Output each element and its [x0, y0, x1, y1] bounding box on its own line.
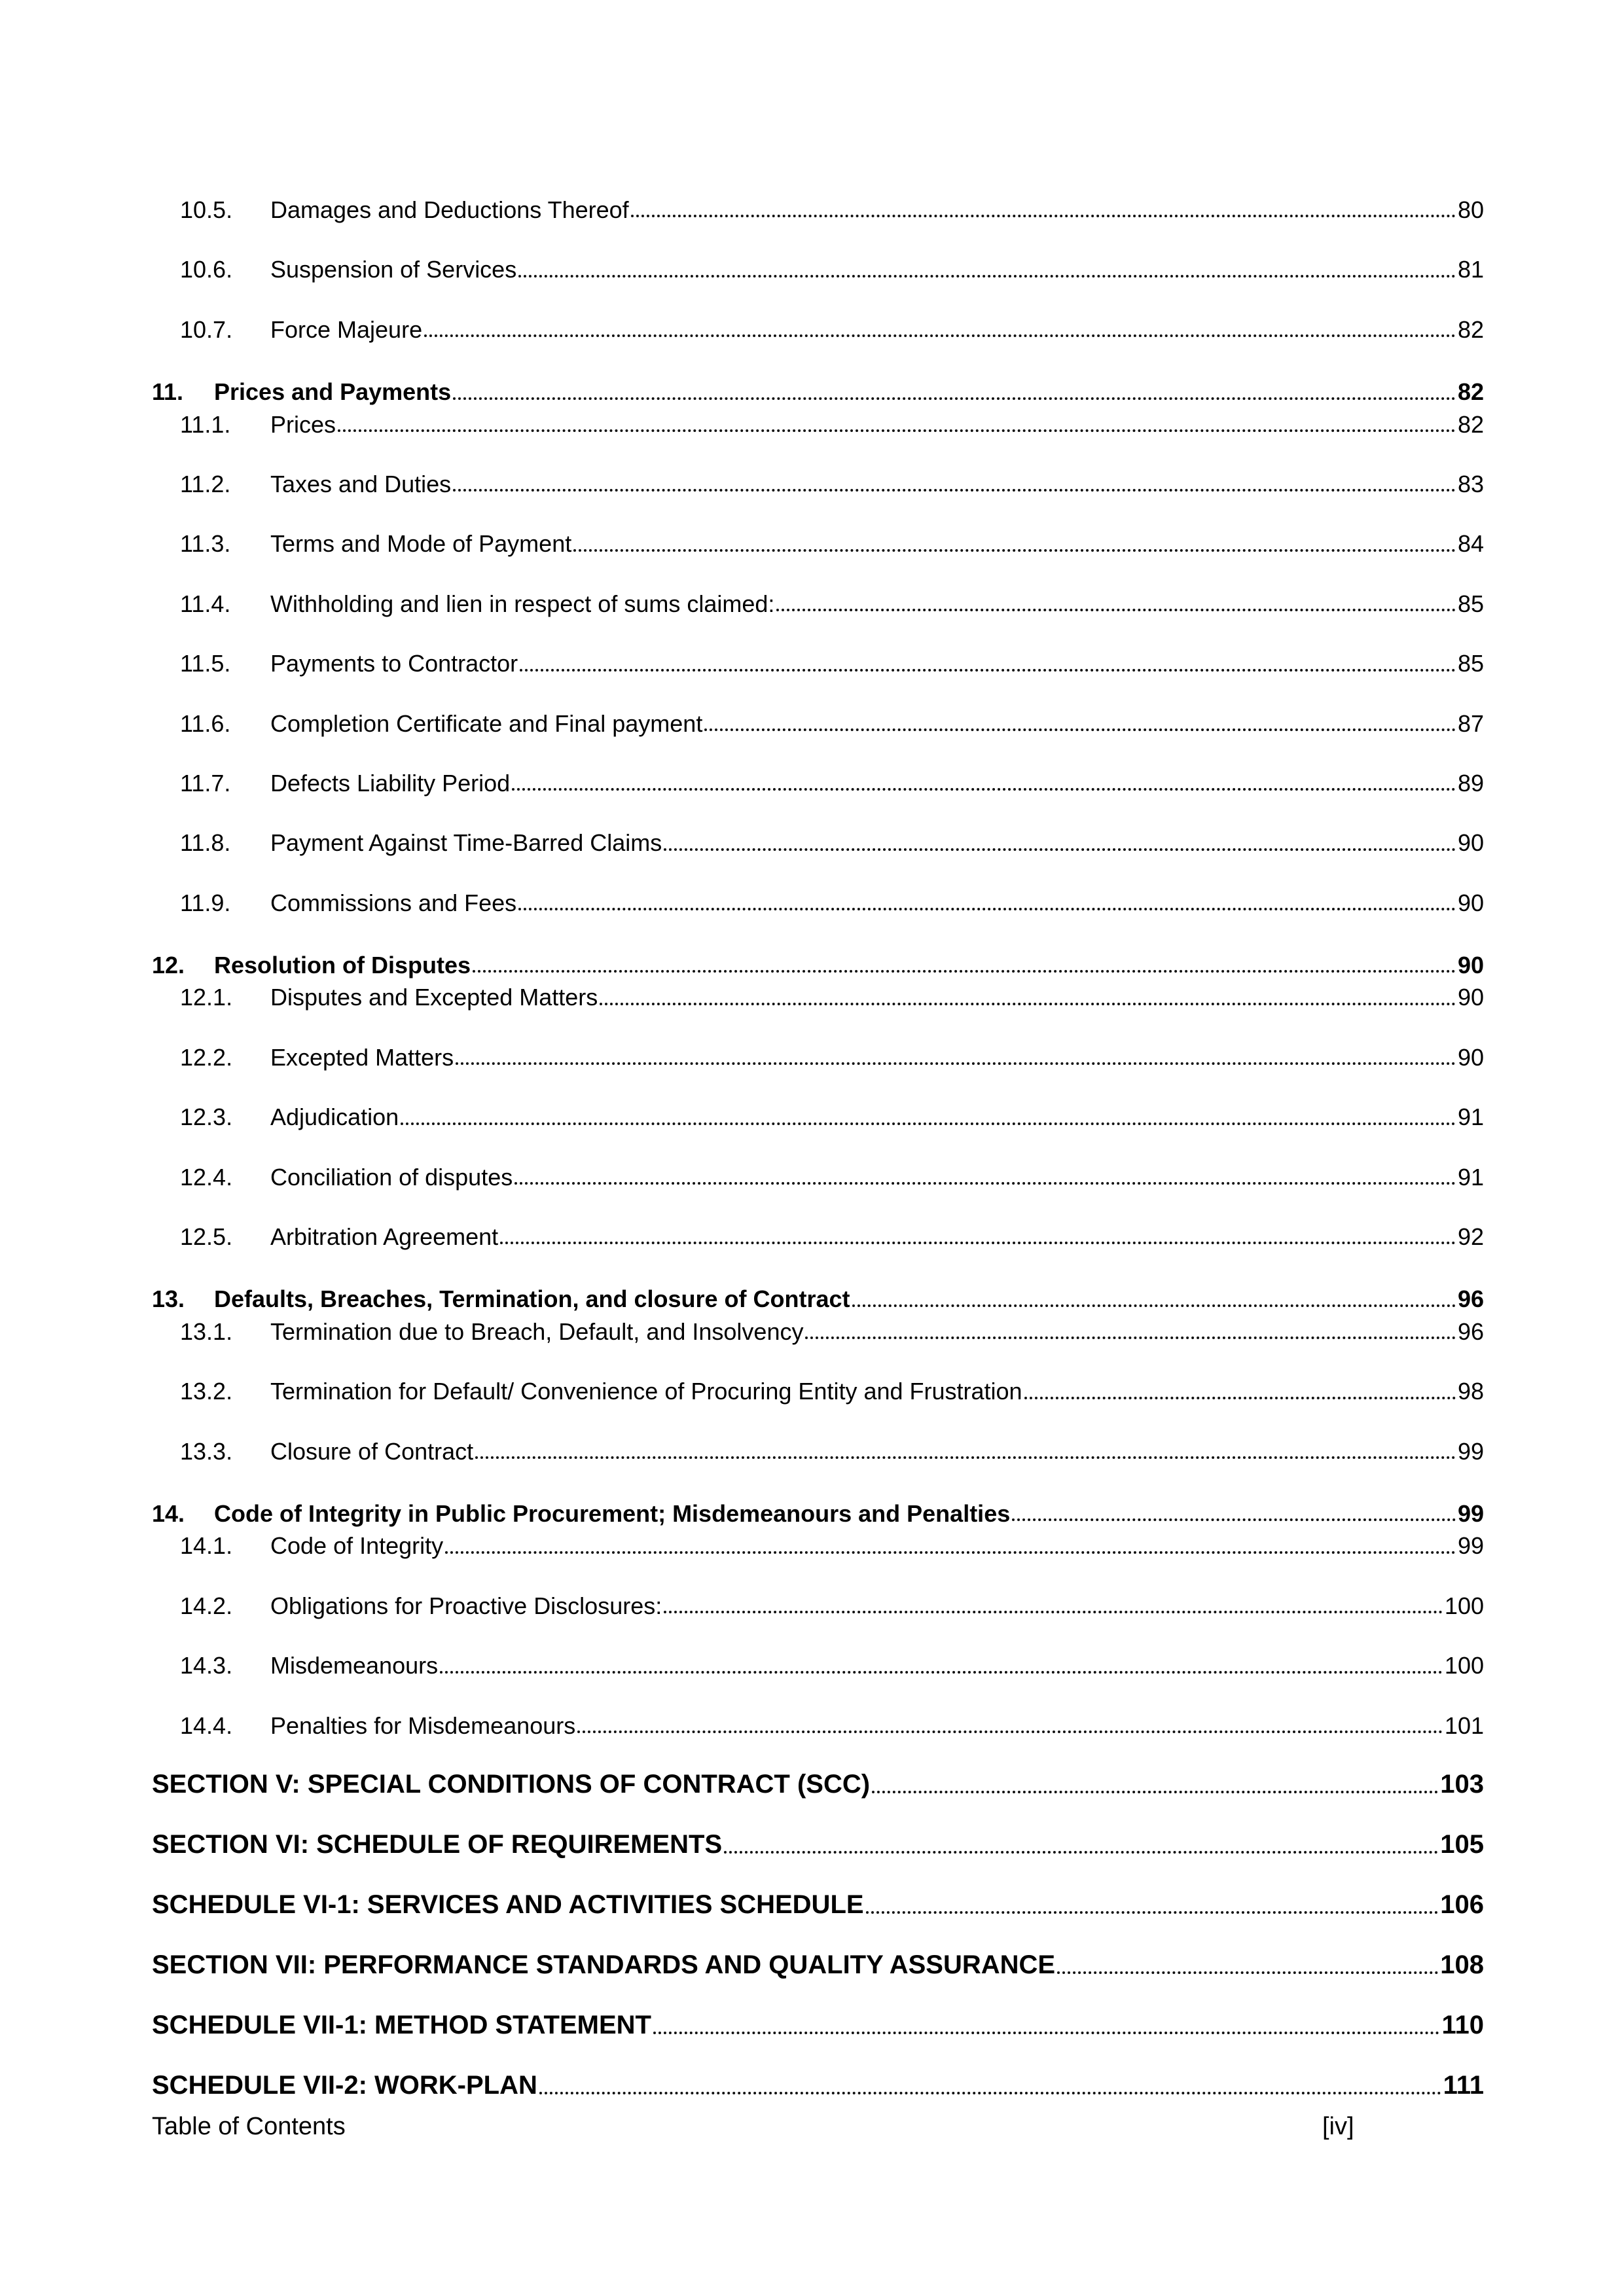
toc-entry-label: SCHEDULE VII-2: WORK-PLAN	[152, 2070, 537, 2100]
toc-entry-page: 96	[1457, 1285, 1484, 1313]
dot-leader	[514, 1182, 1456, 1185]
toc-entry-number: 11.7.	[180, 769, 231, 797]
toc-entry-page: 85	[1457, 590, 1484, 617]
toc-entry	[152, 1652, 1484, 1679]
dot-leader	[539, 2092, 1441, 2094]
toc-entry-page: 100	[1444, 1592, 1484, 1619]
toc-entry	[152, 316, 1484, 343]
toc-entry-number: 11.3.	[180, 530, 231, 558]
dot-leader	[664, 1611, 1443, 1613]
toc-entry-label: Adjudication	[270, 1103, 399, 1131]
toc-entry	[152, 1285, 1484, 1312]
toc-entry	[152, 378, 1484, 405]
toc-entry	[152, 770, 1484, 797]
toc-entry-page: 83	[1457, 470, 1484, 497]
toc-entry-number: 11.2.	[180, 470, 231, 497]
dot-leader	[805, 1336, 1455, 1339]
toc-entry	[152, 829, 1484, 856]
footer-title: Table of Contents	[152, 2113, 346, 2140]
toc-entry-page: 82	[1457, 378, 1484, 406]
toc-entry-label: Force Majeure	[270, 315, 423, 343]
toc-entry-label: Taxes and Duties	[270, 470, 452, 497]
toc-entry-number: 11.9.	[180, 889, 231, 916]
toc-entry-page: 100	[1444, 1652, 1484, 1679]
toc-entry	[152, 1769, 1484, 1799]
toc-entry-number: 11.8.	[180, 829, 231, 857]
toc-entry-page: 99	[1457, 1437, 1484, 1465]
dot-leader	[776, 609, 1456, 611]
dot-leader	[724, 1851, 1438, 1854]
toc-entry	[152, 650, 1484, 677]
toc-entry-number: 11.1.	[180, 410, 231, 438]
dot-leader	[852, 1304, 1456, 1307]
toc-entry	[152, 1378, 1484, 1405]
toc-entry	[152, 1438, 1484, 1465]
toc-entry	[152, 1500, 1484, 1527]
toc-entry-page: 90	[1457, 1043, 1484, 1071]
toc-entry-number: 14.	[152, 1499, 185, 1527]
toc-entry-number: 14.4.	[180, 1712, 233, 1739]
dot-leader	[338, 429, 1456, 432]
toc-entry-page: 81	[1457, 256, 1484, 283]
toc-entry-label: Payments to Contractor	[270, 650, 518, 677]
toc-entry	[152, 590, 1484, 617]
toc-entry-label: Defects Liability Period	[270, 769, 511, 797]
toc-entry-label: Termination for Default/ Convenience of Procuring Entity and Frustration	[270, 1378, 1022, 1405]
toc-entry	[152, 984, 1484, 1011]
toc-entry-label: SCHEDULE VI-1: SERVICES AND ACTIVITIES SCHEDULE	[152, 1890, 864, 1919]
toc-entry-label: Damages and Deductions Thereof	[270, 196, 629, 223]
toc-entry-page: 80	[1457, 196, 1484, 223]
dot-leader	[500, 1242, 1456, 1244]
toc-entry-label: Completion Certificate and Final payment	[270, 709, 703, 737]
toc-entry-page: 99	[1457, 1499, 1484, 1527]
toc-entry	[152, 1890, 1484, 1920]
dot-leader	[704, 728, 1456, 731]
toc-entry	[152, 411, 1484, 438]
dot-leader	[866, 1911, 1439, 1914]
toc-entry-page: 96	[1457, 1318, 1484, 1345]
dot-leader	[1024, 1397, 1456, 1399]
toc-entry-page: 82	[1457, 410, 1484, 438]
toc-entry-page: 101	[1444, 1712, 1484, 1739]
toc-entry-label: Code of Integrity in Public Procurement; Misdemeanours and Penalties	[214, 1499, 1011, 1527]
toc-entry	[152, 471, 1484, 497]
toc-entry-page: 110	[1441, 2010, 1484, 2039]
toc-entry	[152, 952, 1484, 978]
dot-leader	[453, 397, 1456, 400]
toc-entry-label: Disputes and Excepted Matters	[270, 984, 598, 1011]
dot-leader	[456, 1062, 1456, 1065]
toc-entry-label: Obligations for Proactive Disclosures:	[270, 1592, 662, 1619]
toc-entry-page: 82	[1457, 315, 1484, 343]
toc-entry	[152, 1223, 1484, 1250]
toc-entry	[152, 710, 1484, 737]
dot-leader	[518, 275, 1456, 278]
toc-entry	[152, 1829, 1484, 1859]
toc-entry-number: 13.2.	[180, 1378, 233, 1405]
toc-entry	[152, 1044, 1484, 1071]
toc-entry-number: 14.3.	[180, 1652, 233, 1679]
dot-leader	[664, 848, 1456, 851]
toc-entry-label: Penalties for Misdemeanours	[270, 1712, 576, 1739]
page-footer	[152, 2113, 1484, 2152]
toc-entry	[152, 1950, 1484, 1980]
toc-entry-label: Prices and Payments	[214, 378, 452, 406]
toc-entry-label: Commissions and Fees	[270, 889, 517, 916]
toc-entry-label: Conciliation of disputes	[270, 1163, 513, 1191]
dot-leader	[445, 1551, 1456, 1554]
toc-entry-label: Excepted Matters	[270, 1043, 454, 1071]
toc-entry-number: 11.4.	[180, 590, 231, 617]
toc-entry-page: 106	[1440, 1890, 1484, 1919]
toc-entry-page: 103	[1440, 1769, 1484, 1799]
dot-leader	[518, 908, 1456, 910]
toc-entry-number: 10.7.	[180, 315, 233, 343]
toc-entry-number: 10.6.	[180, 256, 233, 283]
toc-entry	[152, 256, 1484, 283]
toc-entry-number: 11.6.	[180, 709, 231, 737]
toc-entry-page: 92	[1457, 1223, 1484, 1251]
dot-leader	[440, 1671, 1443, 1674]
toc-entry-label: SECTION V: SPECIAL CONDITIONS OF CONTRACT (SCC)	[152, 1769, 871, 1799]
table-of-contents	[152, 196, 1484, 2100]
toc-entry-label: Resolution of Disputes	[214, 952, 471, 979]
toc-entry	[152, 2010, 1484, 2040]
toc-entry	[152, 1164, 1484, 1191]
toc-entry-page: 98	[1457, 1378, 1484, 1405]
toc-entry	[152, 1318, 1484, 1345]
dot-leader	[424, 334, 1456, 337]
toc-entry-label: Prices	[270, 410, 336, 438]
toc-entry-number: 12.2.	[180, 1043, 233, 1071]
toc-entry-number: 12.4.	[180, 1163, 233, 1191]
toc-entry-label: Terms and Mode of Payment	[270, 530, 572, 558]
toc-entry-page: 111	[1443, 2070, 1484, 2100]
toc-entry-page: 90	[1457, 829, 1484, 857]
dot-leader	[401, 1122, 1456, 1125]
toc-entry	[152, 1592, 1484, 1619]
toc-entry-page: 91	[1457, 1103, 1484, 1131]
toc-entry-label: SECTION VII: PERFORMANCE STANDARDS AND QUALITY ASSURANCE	[152, 1950, 1056, 1979]
dot-leader	[520, 669, 1456, 672]
toc-entry-label: Closure of Contract	[270, 1437, 474, 1465]
footer-page-number: [iv]	[1322, 2113, 1354, 2140]
toc-entry-number: 12.1.	[180, 984, 233, 1011]
toc-entry-number: 12.	[152, 952, 185, 979]
toc-entry	[152, 196, 1484, 223]
toc-entry-number: 13.	[152, 1285, 185, 1313]
toc-entry-label: SCHEDULE VII-1: METHOD STATEMENT	[152, 2010, 651, 2039]
toc-entry-label: Defaults, Breaches, Termination, and closure of Contract	[214, 1285, 850, 1313]
toc-entry-page: 105	[1440, 1829, 1484, 1859]
toc-entry-page: 108	[1440, 1950, 1484, 1979]
toc-entry-label: Suspension of Services	[270, 256, 517, 283]
toc-entry-page: 90	[1457, 952, 1484, 979]
dot-leader	[577, 1731, 1443, 1733]
toc-entry-label: Arbitration Agreement	[270, 1223, 499, 1251]
dot-leader	[1012, 1518, 1456, 1521]
toc-entry	[152, 889, 1484, 916]
toc-entry-page: 89	[1457, 769, 1484, 797]
dot-leader	[600, 1003, 1456, 1005]
toc-entry-page: 87	[1457, 709, 1484, 737]
toc-entry	[152, 2070, 1484, 2100]
toc-entry-label: Code of Integrity	[270, 1532, 444, 1560]
dot-leader	[512, 788, 1456, 791]
toc-entry-number: 12.3.	[180, 1103, 233, 1131]
toc-entry-number: 14.1.	[180, 1532, 233, 1560]
toc-entry	[152, 1532, 1484, 1559]
dot-leader	[1057, 1971, 1438, 1974]
toc-entry-number: 11.5.	[180, 650, 231, 677]
toc-entry-page: 90	[1457, 984, 1484, 1011]
dot-leader	[473, 970, 1456, 973]
toc-entry-number: 11.	[152, 378, 184, 406]
toc-entry-label: Termination due to Breach, Default, and Insolvency	[270, 1318, 804, 1345]
toc-entry-number: 10.5.	[180, 196, 233, 223]
toc-entry-label: Payment Against Time-Barred Claims	[270, 829, 662, 857]
dot-leader	[475, 1456, 1456, 1459]
toc-entry	[152, 1103, 1484, 1130]
toc-entry-page: 90	[1457, 889, 1484, 916]
toc-entry	[152, 1712, 1484, 1739]
toc-entry-label: Withholding and lien in respect of sums claimed:	[270, 590, 775, 617]
dot-leader	[653, 2032, 1440, 2034]
toc-entry-label: Misdemeanours	[270, 1652, 439, 1679]
toc-entry-page: 99	[1457, 1532, 1484, 1560]
toc-entry-list	[152, 196, 1484, 2100]
dot-leader	[872, 1791, 1438, 1793]
dot-leader	[631, 215, 1456, 217]
toc-entry-page: 91	[1457, 1163, 1484, 1191]
toc-entry-page: 85	[1457, 650, 1484, 677]
dot-leader	[573, 549, 1456, 552]
toc-entry-number: 12.5.	[180, 1223, 233, 1251]
toc-entry-number: 13.3.	[180, 1437, 233, 1465]
dot-leader	[453, 489, 1456, 492]
toc-entry-number: 14.2.	[180, 1592, 233, 1619]
toc-entry-page: 84	[1457, 530, 1484, 558]
toc-entry-label: SECTION VI: SCHEDULE OF REQUIREMENTS	[152, 1829, 723, 1859]
toc-entry	[152, 530, 1484, 557]
toc-entry-number: 13.1.	[180, 1318, 233, 1345]
